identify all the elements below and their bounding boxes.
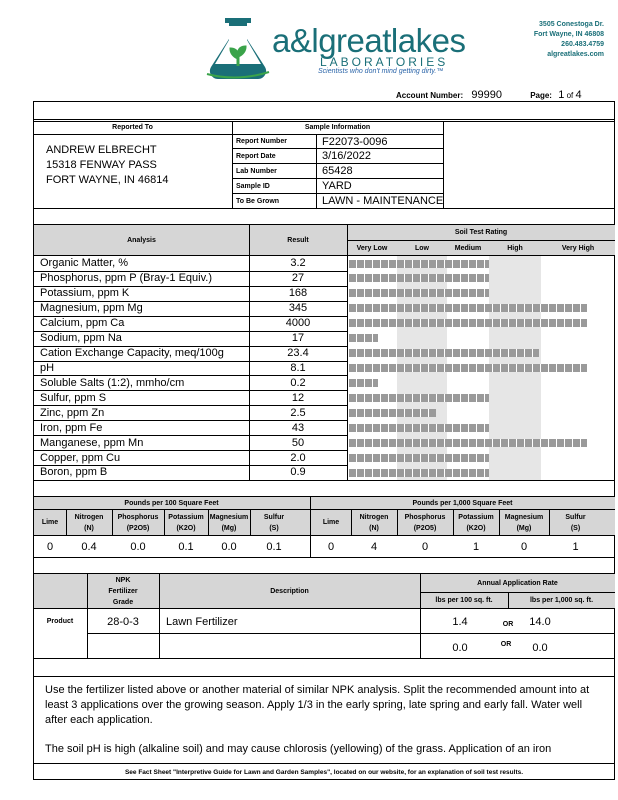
recs-col-heading-per1000: Sulfur (S) bbox=[565, 513, 586, 532]
recs-value-per100: 0.4 bbox=[81, 540, 97, 553]
brand-tagline: Scientists who don't mind getting dirty.™ bbox=[318, 68, 444, 75]
per1000-heading: Pounds per 1,000 Square Feet bbox=[412, 499, 513, 507]
page-total: 4 bbox=[575, 89, 582, 101]
analysis-name: Sodium, ppm Na bbox=[40, 332, 122, 345]
analysis-result: 0.9 bbox=[290, 466, 306, 479]
rate-100-heading: lbs per 100 sq. ft. bbox=[435, 597, 493, 604]
description-heading: Description bbox=[270, 587, 309, 595]
customer-name: ANDREW ELBRECHT bbox=[46, 144, 157, 156]
recs-value-per1000: 1 bbox=[572, 540, 579, 553]
recs-value-per1000: 1 bbox=[472, 540, 480, 553]
to-be-grown-label: To Be Grown bbox=[236, 197, 280, 205]
reported-to-heading: Reported To bbox=[112, 124, 153, 131]
brand-name: a&lgreatlakes bbox=[272, 22, 466, 59]
analysis-name: Magnesium, ppm Mg bbox=[40, 302, 143, 315]
analysis-result: 3.2 bbox=[290, 257, 306, 270]
analysis-name: Manganese, ppm Mn bbox=[40, 436, 144, 449]
lab-number-value: 65428 bbox=[322, 165, 353, 177]
to-be-grown-value: LAWN - MAINTENANCE bbox=[322, 195, 444, 207]
rating-bar bbox=[349, 454, 489, 462]
recs-value-per100: 0.0 bbox=[130, 540, 146, 553]
recs-col-heading-per100: Phosphorus (P2O5) bbox=[117, 513, 159, 532]
rating-heading: Soil Test Rating bbox=[454, 229, 508, 236]
rating-very-high: Very High bbox=[561, 244, 595, 252]
report-number-value: F22073-0096 bbox=[322, 135, 388, 148]
recs-value-per1000: 0 bbox=[421, 540, 429, 553]
fertilizer-description: Lawn Fertilizer bbox=[166, 615, 238, 628]
page-of: of bbox=[566, 91, 574, 100]
rating-bar bbox=[349, 289, 489, 297]
analysis-result: 168 bbox=[288, 287, 308, 300]
sample-id-value: YARD bbox=[322, 180, 352, 192]
rating-bar bbox=[349, 409, 436, 417]
analysis-result: 2.0 bbox=[290, 451, 306, 464]
recs-col-heading-per100: Nitrogen (N) bbox=[74, 513, 104, 532]
brand-labs: LABORATORIES bbox=[320, 55, 449, 69]
rating-high: High bbox=[507, 244, 523, 252]
analysis-name: Potassium, ppm K bbox=[40, 287, 130, 300]
analysis-result: 23.4 bbox=[287, 347, 309, 360]
rate1-per100: 1.4 bbox=[452, 615, 468, 628]
page-label: Page: bbox=[530, 91, 552, 100]
rating-bar bbox=[349, 469, 489, 477]
rate2-per1000: 0.0 bbox=[532, 642, 548, 654]
rating-very-low: Very Low bbox=[356, 244, 388, 252]
rating-bar bbox=[349, 364, 587, 372]
analysis-name: Boron, ppm B bbox=[40, 466, 108, 479]
account-line bbox=[396, 89, 582, 101]
analysis-result: 27 bbox=[291, 272, 305, 285]
analysis-result: 8.1 bbox=[290, 361, 306, 374]
recs-value-per100: 0.1 bbox=[178, 540, 194, 553]
analysis-result: 43 bbox=[291, 421, 305, 434]
recs-col-heading-per1000: Lime bbox=[322, 519, 340, 526]
recs-col-heading-per1000: Nitrogen (N) bbox=[359, 513, 389, 532]
recs-col-heading-per100: Magnesium (Mg) bbox=[209, 513, 249, 532]
analysis-result: 0.2 bbox=[290, 376, 306, 389]
rating-bar bbox=[349, 379, 378, 387]
analysis-name: Organic Matter, % bbox=[40, 257, 129, 270]
recs-col-heading-per100: Sulfur (S) bbox=[263, 513, 285, 532]
rating-bar bbox=[349, 439, 587, 447]
lab-address bbox=[534, 20, 604, 60]
analysis-result: 4000 bbox=[285, 317, 311, 330]
analysis-result: 12 bbox=[291, 391, 305, 404]
customer-street: 15318 FENWAY PASS bbox=[46, 159, 157, 171]
account-number: 99990 bbox=[471, 89, 502, 101]
analysis-name: Iron, ppm Fe bbox=[40, 421, 103, 434]
rating-bar bbox=[349, 304, 587, 312]
flask-logo-icon bbox=[203, 14, 273, 82]
rating-bar bbox=[349, 334, 378, 342]
result-heading: Result bbox=[287, 236, 309, 244]
rate2-per100: 0.0 bbox=[452, 642, 468, 654]
rating-bar bbox=[349, 424, 489, 432]
recs-value-per1000: 0 bbox=[520, 540, 528, 553]
analysis-name: Soluble Salts (1:2), mmho/cm bbox=[40, 376, 185, 389]
report-date-label: Report Date bbox=[236, 152, 276, 160]
comment-paragraph-1: Use the fertilizer listed above or another material of similar NPK analysis. Split the recommended amount into at least 3 applications over the growing season. Apply 1/3 in the early spring, late spring and early fall. Water well after each application. bbox=[45, 684, 590, 726]
recs-value-per1000: 4 bbox=[370, 540, 378, 553]
customer-city: FORT WAYNE, IN 46814 bbox=[46, 174, 169, 186]
analysis-result: 345 bbox=[288, 302, 308, 315]
address-line: 260.483.4759 bbox=[561, 41, 604, 48]
recs-value-per100: 0.1 bbox=[266, 540, 282, 553]
fact-sheet-footer: See Fact Sheet "Interpretive Guide for Lawn and Garden Samples", located on our website, for an explanation of soil test results. bbox=[124, 768, 524, 776]
comments bbox=[45, 683, 605, 757]
analysis-name: Sulfur, ppm S bbox=[40, 391, 107, 404]
analysis-name: Cation Exchange Capacity, meq/100g bbox=[40, 347, 224, 360]
analysis-name: pH bbox=[40, 361, 55, 374]
report-date-value: 3/16/2022 bbox=[322, 150, 371, 162]
report-number-label: Report Number bbox=[236, 138, 287, 145]
analysis-heading: Analysis bbox=[127, 236, 156, 244]
sample-info-heading: Sample Information bbox=[304, 124, 371, 131]
rating-bar bbox=[349, 349, 539, 357]
analysis-name: Copper, ppm Cu bbox=[40, 451, 121, 464]
fertilizer-grade: 28-0-3 bbox=[107, 615, 139, 628]
per100-heading: Pounds per 100 Square Feet bbox=[124, 499, 219, 507]
analysis-name: Zinc, ppm Zn bbox=[40, 406, 105, 419]
recs-col-heading-per100: Potassium (K2O) bbox=[168, 513, 204, 532]
account-label: Account Number: bbox=[396, 91, 464, 100]
recs-col-heading-per1000: Magnesium (Mg) bbox=[504, 513, 544, 532]
rating-bar bbox=[349, 260, 489, 268]
recs-col-heading-per1000: Phosphorus (P2O5) bbox=[404, 513, 446, 532]
rating-low: Low bbox=[415, 244, 429, 252]
analysis-name: Phosphorus, ppm P (Bray-1 Equiv.) bbox=[40, 272, 213, 285]
recs-value-per100: 0 bbox=[46, 540, 54, 553]
comment-paragraph-2: The soil pH is high (alkaline soil) and may cause chlorosis (yellowing) of the grass. Application of an iron bbox=[45, 743, 552, 755]
product-label: Product bbox=[46, 618, 74, 625]
rate2-or: OR bbox=[500, 640, 512, 648]
recs-col-heading-per100: Lime bbox=[41, 519, 59, 526]
recs-value-per100: 0.0 bbox=[221, 540, 237, 553]
analysis-result: 50 bbox=[291, 436, 305, 449]
rate-1000-heading: lbs per 1,000 sq. ft. bbox=[529, 597, 594, 604]
address-line: algreatlakes.com bbox=[547, 51, 604, 58]
rating-bar bbox=[349, 394, 489, 402]
rating-bar bbox=[349, 319, 587, 327]
page-number: 1 bbox=[558, 89, 565, 101]
analysis-result: 17 bbox=[291, 332, 305, 345]
reported-to-address bbox=[46, 143, 168, 188]
address-line: 3505 Conestoga Dr. bbox=[539, 21, 604, 28]
rate1-per1000: 14.0 bbox=[529, 615, 551, 628]
analysis-result: 2.5 bbox=[290, 406, 306, 419]
address-line: Fort Wayne, IN 46808 bbox=[533, 31, 604, 38]
annual-rate-heading: Annual Application Rate bbox=[477, 579, 558, 587]
recs-value-per1000: 0 bbox=[327, 540, 335, 553]
sample-id-label: Sample ID bbox=[236, 182, 270, 190]
recs-col-heading-per1000: Potassium (K2O) bbox=[458, 513, 494, 532]
lab-number-label: Lab Number bbox=[236, 167, 277, 175]
rate1-or: OR bbox=[502, 620, 514, 628]
rating-medium: Medium bbox=[454, 244, 482, 252]
analysis-name: Calcium, ppm Ca bbox=[40, 317, 125, 330]
npk-grade-heading: NPK Fertilizer Grade bbox=[108, 576, 138, 606]
rating-bar bbox=[349, 274, 489, 282]
